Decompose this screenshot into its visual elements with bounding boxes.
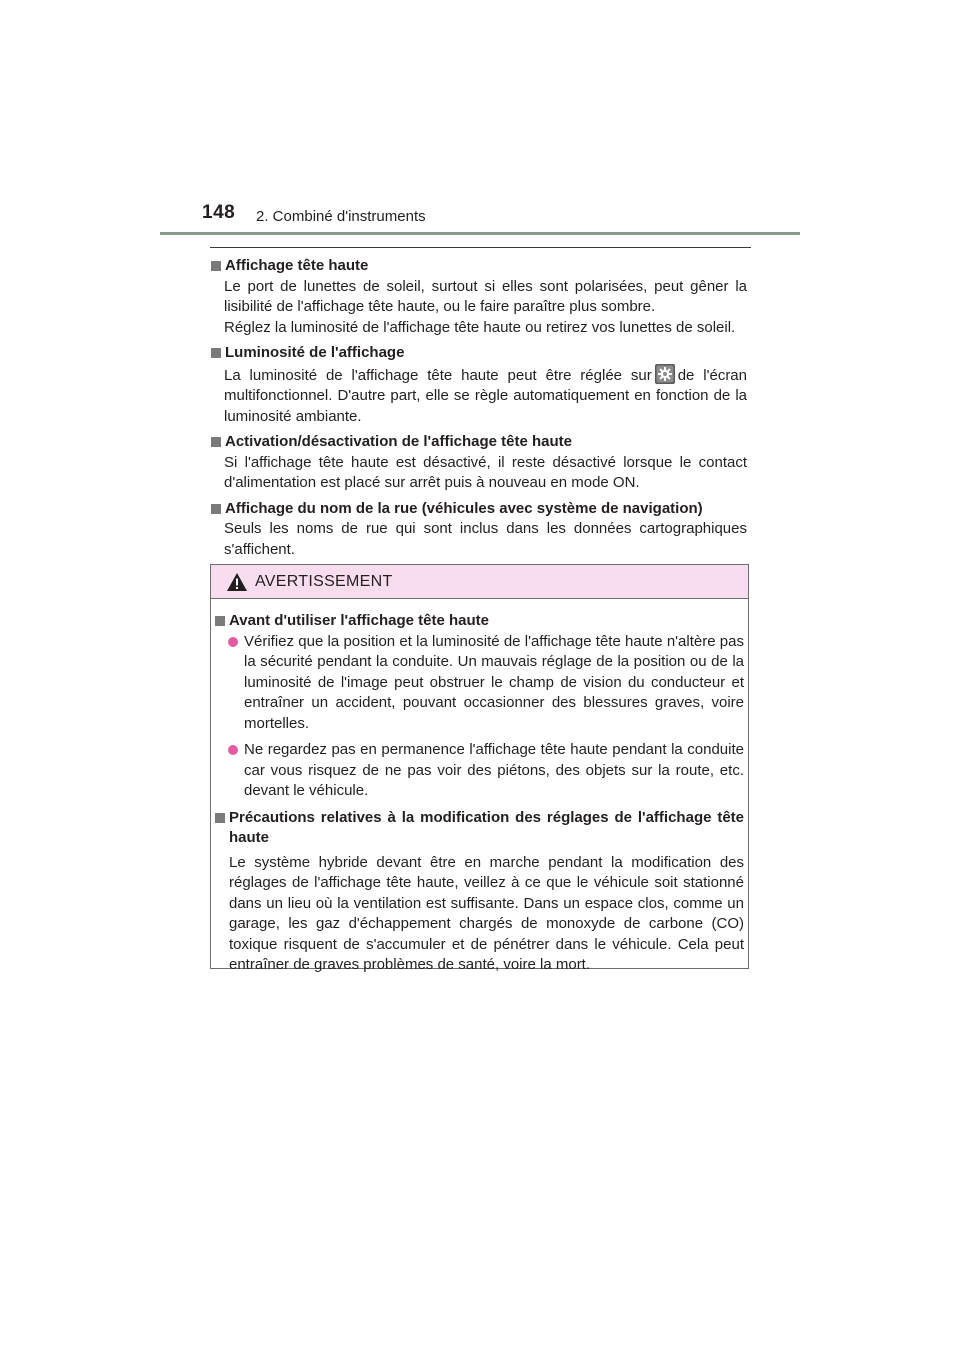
section-title: Luminosité de l'affichage <box>225 344 405 361</box>
list-item: Vérifiez que la position et la luminosité de l'affichage tête haute n'altère pas la sécurité pendant la conduite. Un mauvais réglage de la position ou de la luminosité de l'image peut obstruer le champ de vision du conducteur et entraîner un accident, pouvant occasionner des blessures graves, voire mortelles. <box>215 632 744 735</box>
section-brightness <box>211 343 747 427</box>
warning-section-title: Avant d'utiliser l'affichage tête haute <box>229 612 489 629</box>
header-divider <box>160 232 800 235</box>
warning-section-body: Le système hybride devant être en marche pendant la modification des réglages de l'affichage tête haute, veillez à ce que le véhicule soit stationné dans un lieu où la ventilation est suffisante. Dans un espace clos, comme un garage, les gaz d'échappement chargés de monoxyde de carbone (CO) toxique risquent de s'accumuler et de pénétrer dans le véhicule. Cela peut entraîner de graves problèmes de santé, voire la mort. <box>229 853 744 973</box>
page-number: 148 <box>202 202 236 223</box>
circle-bullet-icon <box>228 637 238 647</box>
section-divider <box>210 247 751 248</box>
page-header <box>0 0 960 240</box>
section-title: Activation/désactivation de l'affichage tête haute <box>225 433 572 450</box>
section-title: Affichage tête haute <box>225 257 369 274</box>
main-content <box>211 256 747 565</box>
square-bullet-icon <box>211 504 221 514</box>
square-bullet-icon <box>215 616 225 626</box>
section-body: Seuls les noms de rue qui sont inclus dans les données cartographiques s'affichent. <box>224 520 747 558</box>
list-item: Ne regardez pas en permanence l'affichage tête haute pendant la conduite car vous risquez de ne pas voir des piétons, des objets sur la route, etc. devant le véhicule. <box>215 740 744 802</box>
warning-box <box>210 564 749 973</box>
warning-body <box>211 599 748 976</box>
section-body: Le port de lunettes de soleil, surtout si elles sont polarisées, peut gêner la lisibilité de l'affichage tête haute, ou le faire paraître plus sombre. <box>224 277 747 315</box>
chapter-title: 2. Combiné d'instruments <box>256 208 426 225</box>
square-bullet-icon <box>211 261 221 271</box>
settings-gear-icon <box>655 364 675 384</box>
section-title: Affichage du nom de la rue (véhicules avec système de navigation) <box>225 499 703 517</box>
warning-title: AVERTISSEMENT <box>255 572 393 590</box>
square-bullet-icon <box>211 348 221 358</box>
warning-triangle-icon <box>227 573 247 591</box>
circle-bullet-icon <box>228 745 238 755</box>
section-body: Si l'affichage tête haute est désactivé, il reste désactivé lorsque le contact d'alimentation est placé sur arrêt puis à nouveau en mode ON. <box>224 453 747 491</box>
square-bullet-icon <box>215 813 225 823</box>
section-street-name <box>211 499 747 561</box>
warning-header <box>211 565 748 599</box>
section-activation <box>211 432 747 494</box>
warning-section <box>215 611 744 802</box>
section-hud <box>211 256 747 338</box>
section-body: Réglez la luminosité de l'affichage tête haute ou retirez vos lunettes de soleil. <box>224 318 736 336</box>
warning-section <box>215 808 744 976</box>
square-bullet-icon <box>211 437 221 447</box>
section-body: La luminosité de l'affichage tête haute peut être réglée sur de l'écran multifonctionnel. D'autre part, elle se règle automatiquement en fonction de la luminosité ambiante. <box>211 364 747 428</box>
warning-section-title: Précautions relatives à la modification des réglages de l'affichage tête haute <box>229 808 744 846</box>
